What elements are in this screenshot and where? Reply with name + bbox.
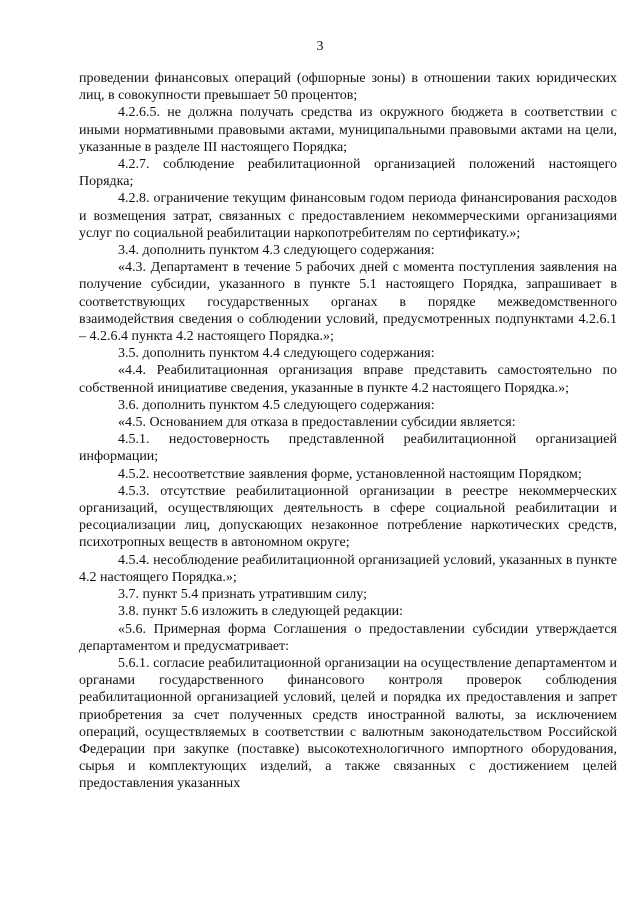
- paragraph-4-2-8: 4.2.8. ограничение текущим финансовым годом периода финансирования расходов и возмещения затрат, связанных с предоставлением некоммерческими организациями услуг по социальной реабилитации наркопотребителям по сертификату.»;: [79, 191, 617, 241]
- paragraph-4-5-2: 4.5.2. несоответствие заявления форме, установленной настоящим Порядком;: [118, 466, 582, 482]
- paragraph-4-2-7: 4.2.7. соблюдение реабилитационной организацией положений настоящего Порядка;: [79, 157, 617, 190]
- paragraph-4-5-4: 4.5.4. несоблюдение реабилитационной организацией условий, указанных в пункте 4.2 настоящего Порядка.»;: [79, 552, 617, 585]
- paragraph-continuation: проведении финансовых операций (офшорные зоны) в отношении таких юридических лиц, в совокупности превышает 50 процентов;: [79, 71, 617, 104]
- paragraph-3-5: 3.5. дополнить пунктом 4.4 следующего содержания:: [118, 346, 435, 362]
- paragraph-4-2-6-5: 4.2.6.5. не должна получать средства из окружного бюджета в соответствии с иными нормативными правовыми актами, муниципальными правовыми актами на цели, указанные в разделе III настоящего Порядка;: [79, 105, 617, 155]
- paragraph-4-5-3: 4.5.3. отсутствие реабилитационной организации в реестре некоммерческих организаций, осуществляющих деятельность в сфере социальной реабилитации и ресоциализации лиц, допускающих незаконное потребление наркотических средств, психотропных веществ в автономном округе;: [79, 483, 617, 551]
- paragraph-3-8: 3.8. пункт 5.6 изложить в следующей редакции:: [118, 604, 403, 620]
- paragraph-4-4: «4.4. Реабилитационная организация вправе представить самостоятельно по собственной инициативе сведения, указанные в пункте 4.2 настоящего Порядка.»;: [79, 363, 617, 396]
- paragraph-3-4: 3.4. дополнить пунктом 4.3 следующего содержания:: [118, 243, 435, 259]
- paragraph-4-5-1: 4.5.1. недостоверность представленной реабилитационной организацией информации;: [79, 432, 617, 465]
- page-number: 3: [316, 39, 324, 54]
- paragraph-3-7: 3.7. пункт 5.4 признать утратившим силу;: [118, 587, 367, 603]
- document-body: [79, 70, 617, 793]
- paragraph-4-3: «4.3. Департамент в течение 5 рабочих дней с момента поступления заявления на получение субсидии, указанного в пункте 5.1 настоящего Порядка, запрашивает в соответствующих государственных органах в порядке межведомственного взаимодействия сведения о соблюдении условий, предусмотренных подпунктами 4.2.6.1 – 4.2.6.4 пункта 4.2 настоящего Порядка.»;: [79, 260, 617, 345]
- paragraph-5-6-1: 5.6.1. согласие реабилитационной организации на осуществление департаментом и органами государственного финансового контроля проверок соблюдения реабилитационной организацией условий, целей и порядка их предоставления и запрет приобретения за счет полученных средств иностранной валюты, за исключением операций, осуществляемых в соответствии с валютным законодательством Российской Федерации при закупке (поставке) высокотехнологичного импортного оборудования, сырья и комплектующих изделий, а также связанных с достижением целей предоставления указанных: [79, 655, 617, 792]
- paragraph-4-5: «4.5. Основанием для отказа в предоставлении субсидии является:: [118, 415, 516, 431]
- paragraph-5-6: «5.6. Примерная форма Соглашения о предоставлении субсидии утверждается департаментом и предусматривает:: [79, 621, 617, 654]
- paragraph-3-6: 3.6. дополнить пунктом 4.5 следующего содержания:: [118, 397, 435, 413]
